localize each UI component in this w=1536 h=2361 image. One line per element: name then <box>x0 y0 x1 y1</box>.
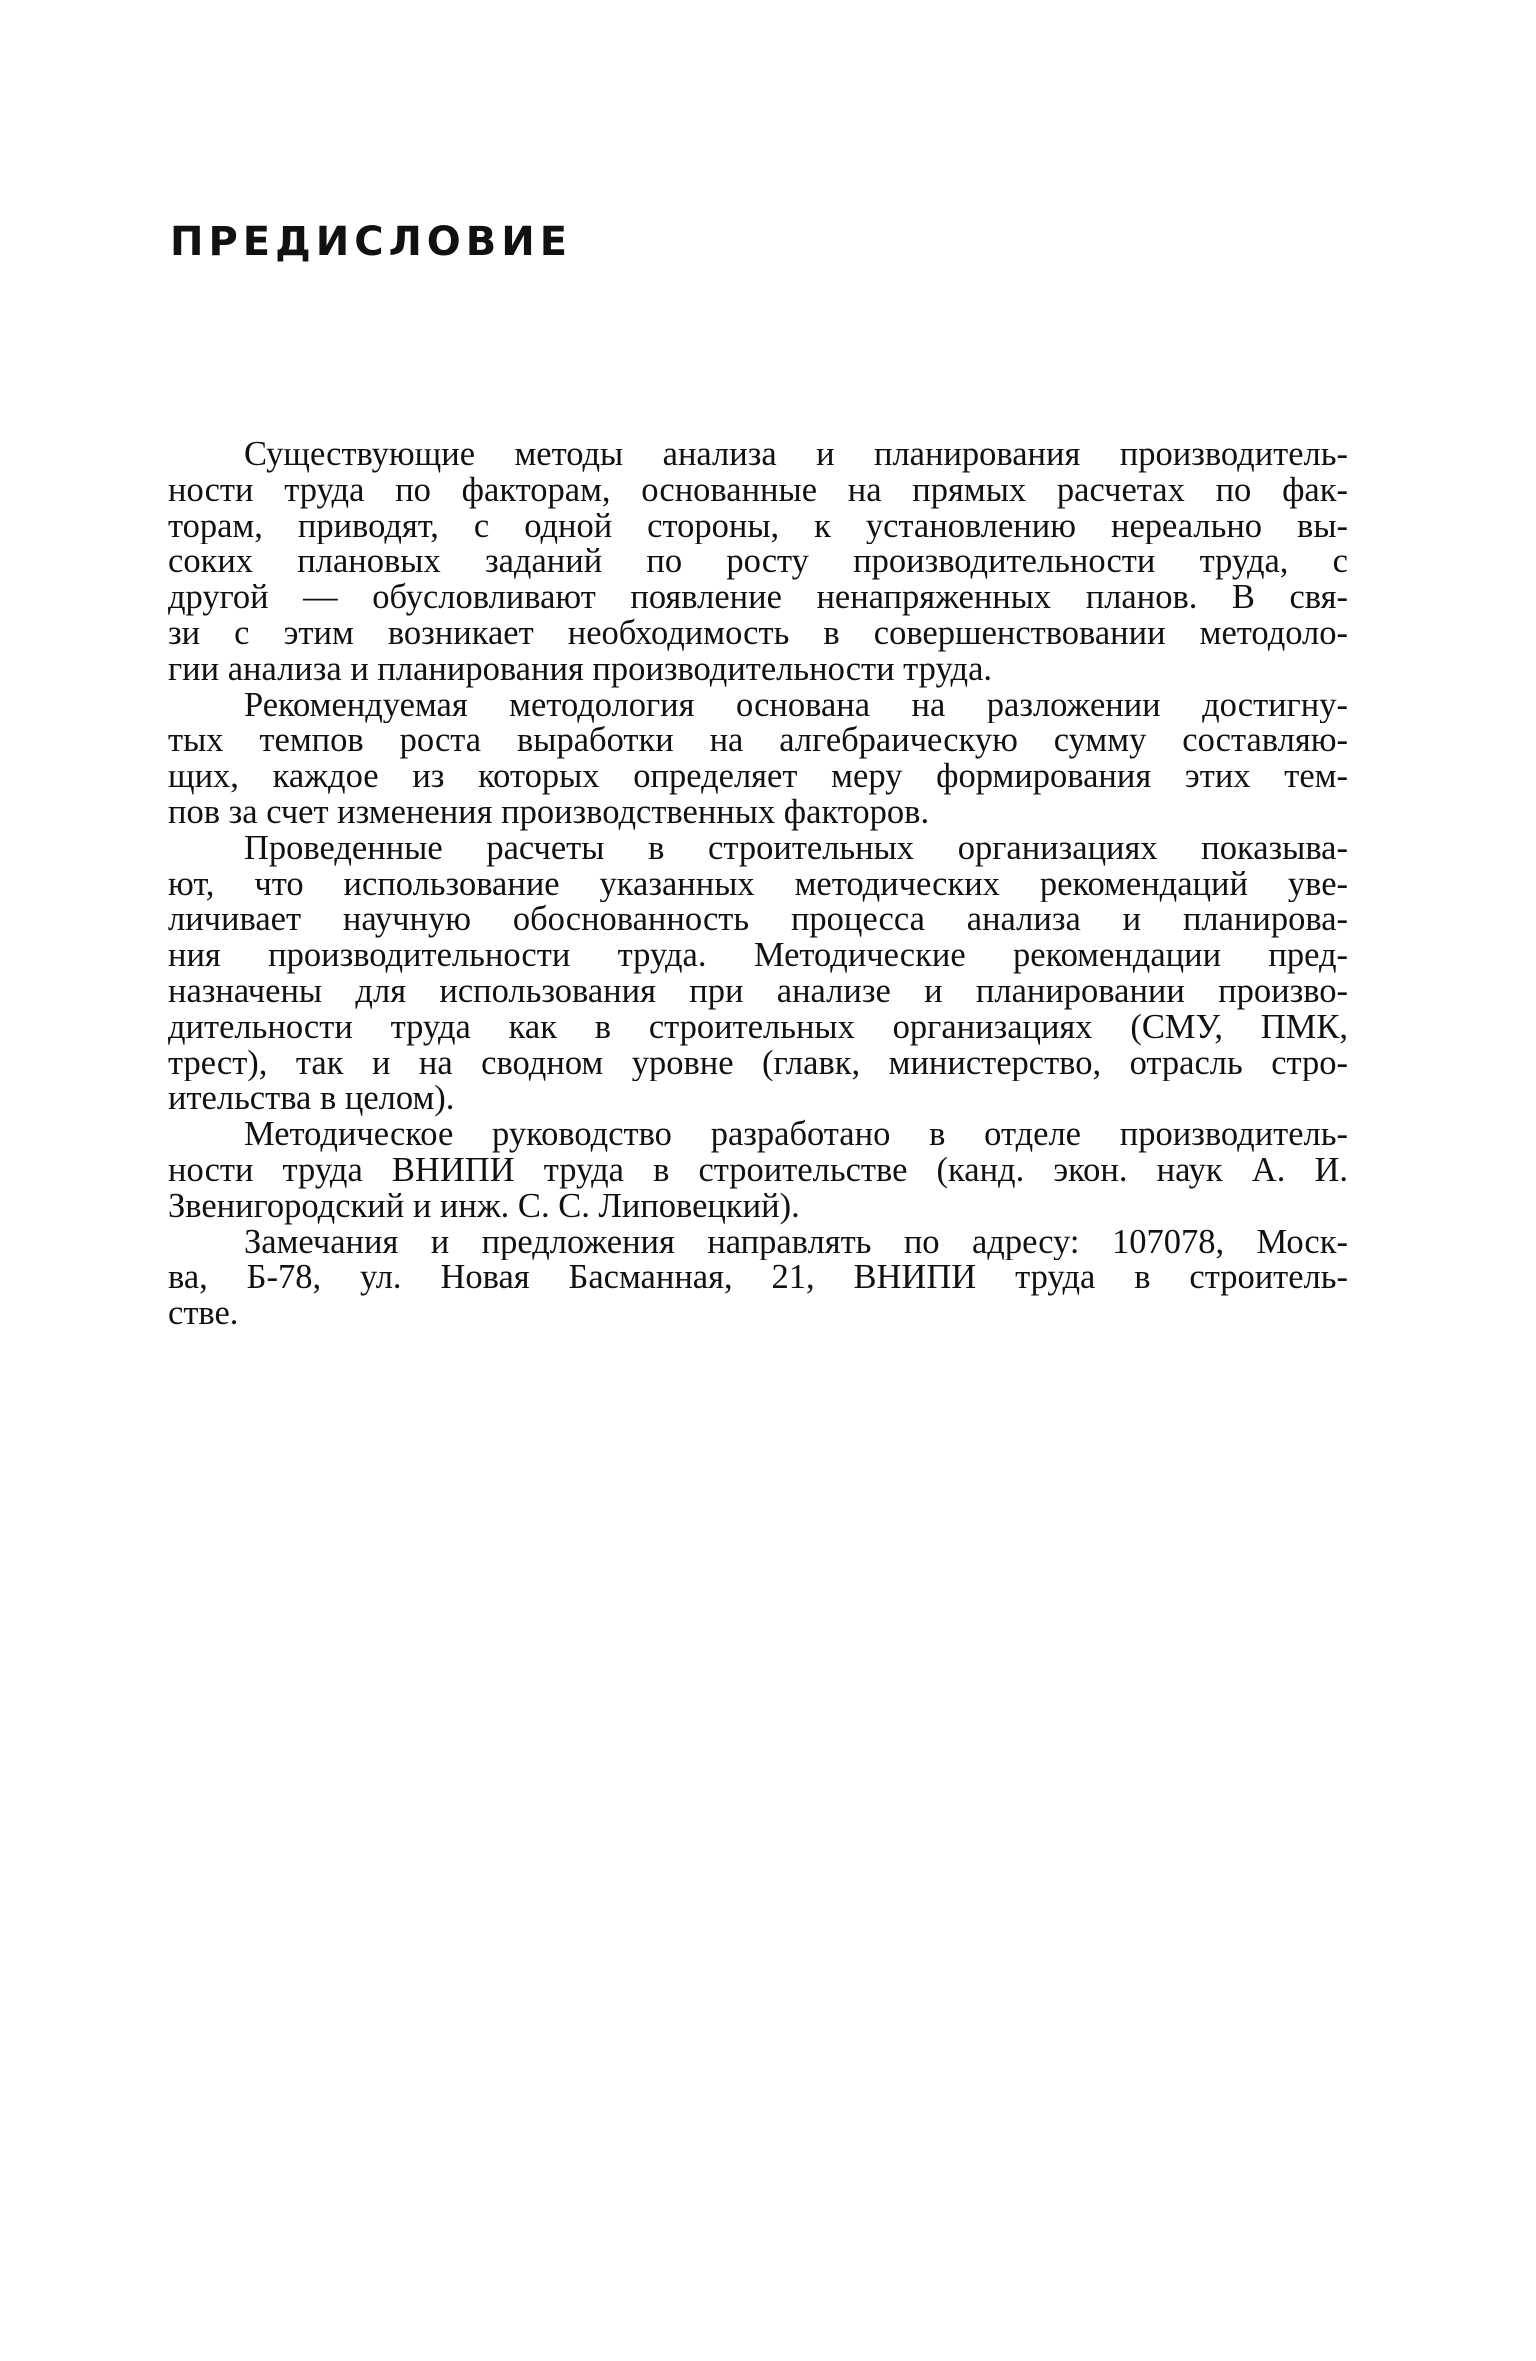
text-line: Замечания и предложения направлять по адресу: 107078, Моск- <box>244 1224 1348 1261</box>
page-title: ПРЕДИСЛОВИЕ <box>170 219 573 265</box>
text-line: ют, что использование указанных методических рекомендаций уве- <box>168 866 1348 903</box>
text-line: другой — обусловливают появление ненапряженных планов. В свя- <box>168 580 1348 616</box>
text-line: Рекомендуемая методология основана на разложении достигну- <box>244 687 1348 724</box>
text-line: щих, каждое из которых определяет меру формирования этих тем- <box>168 759 1348 795</box>
text-line: тых темпов роста выработки на алгебраическую сумму составляю- <box>168 723 1348 760</box>
text-line: гии анализа и планирования производительности труда. <box>168 649 993 688</box>
text-line: стве. <box>168 1294 239 1333</box>
text-line: Методическое руководство разработано в отделе производитель- <box>244 1117 1348 1153</box>
text-line: ительства в целом). <box>168 1079 455 1118</box>
text-line: Проведенные расчеты в строительных организациях показыва- <box>244 830 1348 867</box>
text-line: зи с этим возникает необходимость в совершенствовании методоло- <box>168 615 1348 652</box>
text-line: ния производительности труда. Методические рекомендации пред- <box>168 938 1348 974</box>
preface-body <box>168 437 1348 1332</box>
text-line: торам, приводят, с одной стороны, к установлению нереально вы- <box>168 508 1348 545</box>
text-line: ности труда по факторам, основанные на прямых расчетах по фак- <box>168 472 1348 509</box>
text-line: личивает научную обоснованность процесса анализа и планирова- <box>168 902 1348 939</box>
text-line: дительности труда как в строительных организациях (СМУ, ПМК, <box>168 1009 1348 1046</box>
text-line: Существующие методы анализа и планирования производитель- <box>244 437 1348 473</box>
text-line: ва, Б-78, ул. Новая Басманная, 21, ВНИПИ труда в строитель- <box>168 1260 1348 1297</box>
text-line: соких плановых заданий по росту производительности труда, с <box>168 544 1348 581</box>
text-line: трест), так и на сводном уровне (главк, министерство, отрасль стро- <box>168 1045 1348 1082</box>
text-line: пов за счет изменения производственных факторов. <box>168 792 930 831</box>
text-line: назначены для использования при анализе и планировании произво- <box>168 973 1348 1010</box>
text-line: Звенигородский и инж. С. С. Липовецкий). <box>168 1186 800 1225</box>
text-line: ности труда ВНИПИ труда в строительстве (канд. экон. наук А. И. <box>168 1152 1348 1189</box>
